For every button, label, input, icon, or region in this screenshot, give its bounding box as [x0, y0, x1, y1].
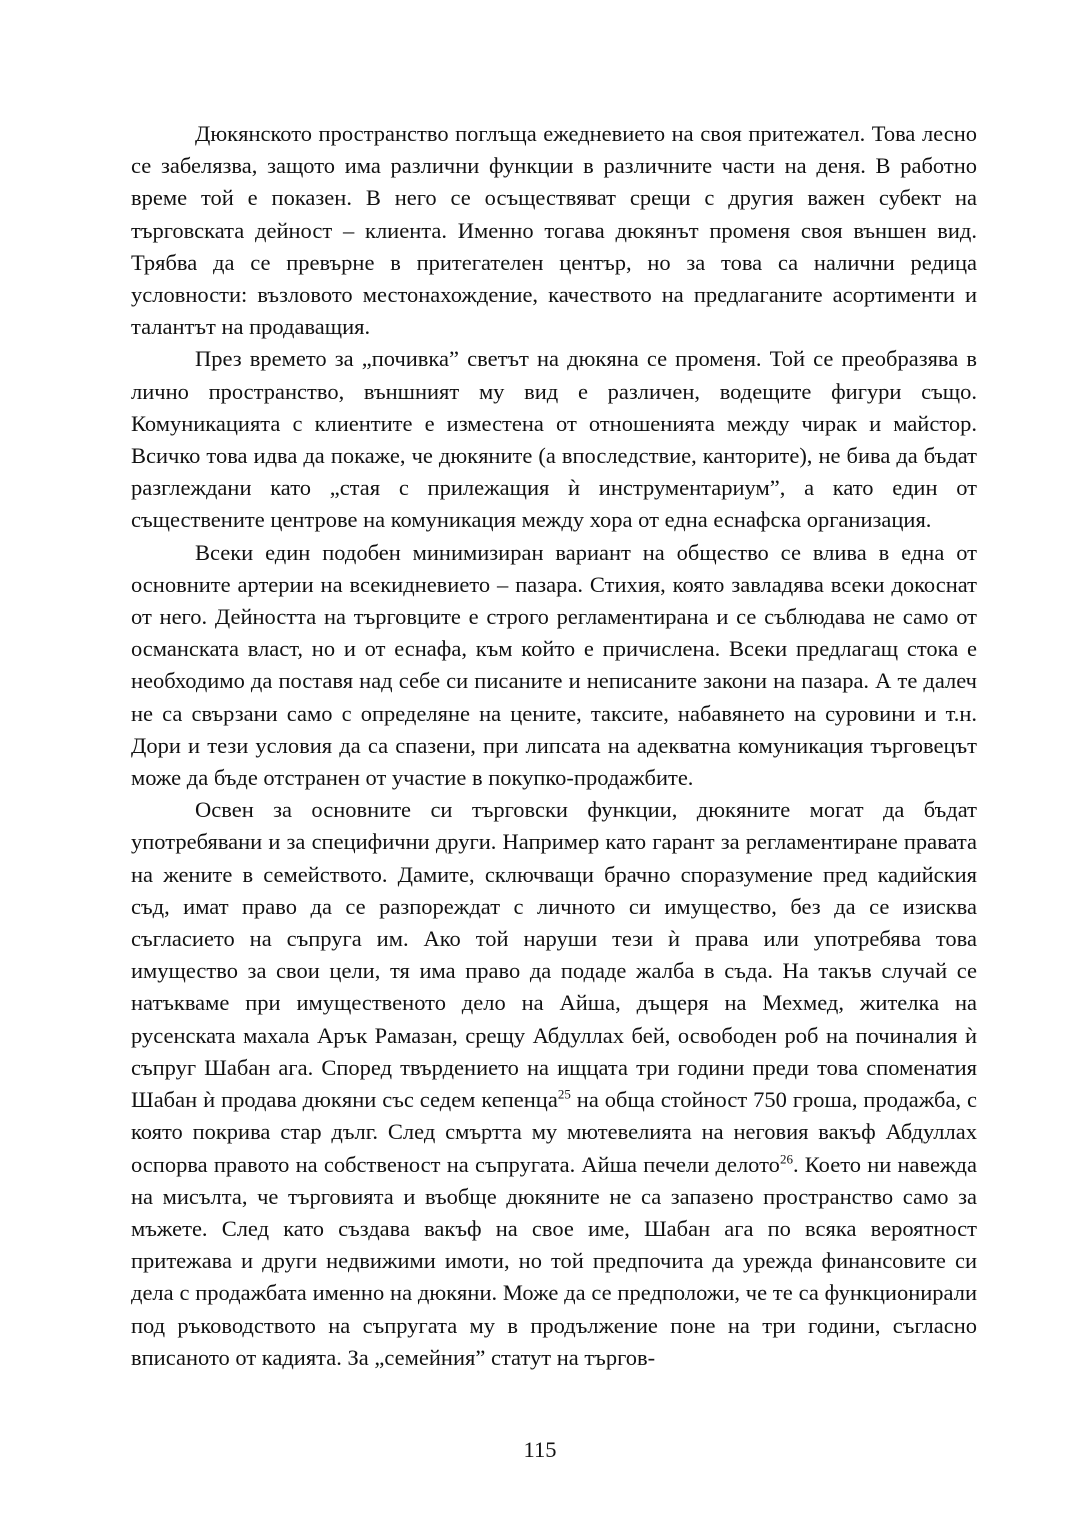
paragraph-2	[131, 343, 977, 536]
footnote-ref-25[interactable]: 25	[557, 1086, 571, 1102]
paragraph-1-text: Дюкянското пространство поглъща ежедневието на своя притежател. Това лесно се забелязва, защото има различни функции в различните части на деня. В работно време той е показен. В него се осъществяват срещи с другия важен субект на търговската дейност – клиента. Именно тогава дюкянът променя своя външен вид. Трябва да се превърне в притегателен център, но за това са налични редица условности: възловото местонахождение, качеството на предлаганите асортименти и талантът на продаващия.	[131, 121, 977, 340]
paragraph-4-text-b: на обща стойност 750 гроша, продажба, с която покрива стар дълг. След смъртта му мютевелията на неговия вакъф Абдуллах оспорва правото на собственост на съпругата. Айша печели делото	[131, 1087, 978, 1177]
paragraph-2-text: През времето за „почивка” светът на дюкяна се променя. Той се преобразява в лично пространство, външният му вид е различен, водещите фигури също. Комуникацията с клиентите е изместена от отношенията между чирак и майстор. Всичко това идва да покаже, че дюкяните (а впоследствие, канторите), не бива да бъдат разглеждани като „стая с прилежащия ѝ инструментариум”, а като един от съществените центрове на комуникация между хора от една еснафска организация.	[131, 346, 977, 533]
footnote-ref-26[interactable]: 26	[779, 1151, 793, 1166]
paragraph-1	[131, 118, 977, 343]
paragraph-4	[131, 794, 977, 1374]
paragraph-3-text: Всеки един подобен минимизиран вариант на общество се влива в една от основните артерии на всекидневието – пазара. Стихия, която завладява всеки докоснат от него. Дейността на търговците е строго регламентирана и се съблюдава не само от османската власт, но и от еснафа, към който е причислена. Всеки предлагащ стока е необходимо да поставя над себе си писаните и неписаните закони на пазара. А те далеч не са свързани само с определяне на цените, таксите, набавянето на суровини и т.н. Дори и тези условия да са спазени, при липсата на адекватна комуникация търговецът може да бъде отстранен от участие в покупко-продажбите.	[131, 539, 977, 791]
paragraph-4-text-a: Освен за основните си търговски функции, дюкяните могат да бъдат употребявани и за специфични други. Например като гарант за регламентиране правата на жените в семейството. Дамите, сключващи брачно споразумение пред кадийския съд, имат право да се разпореждат с личното си имущество, без да се изисква съгласието на съпруга им. Ако той наруши тези ѝ права или употребява това имущество за свои цели, тя има право да подаде жалба в съда. На такъв случай се натъкваме при имущественото дело на Айша, дъщеря на Мехмед, жителка на русенската махала Арък Рамазан, срещу Абдуллах бей, освободен роб на починалия ѝ съпруг Шабан ага. Според твърдението на ищцата три години преди това споменатия Шабан ѝ продава дюкяни със седем кепенца	[131, 797, 977, 1113]
paragraph-4-text-c: . Което ни навежда на мисълта, че търговията и въобще дюкяните не са запазено пространство само за мъжете. След като създава вакъф на свое име, Шабан ага по всяка вероятност притежава и други недвижими имоти, но той предпочита да урежда финансовите си дела с продажбата именно на дюкяни. Може да се предположи, че те са функционирали под ръководството на съпругата му в продължение поне на три години, съгласно вписаното от кадията. За „семейния” статут на търгов-	[131, 1151, 977, 1370]
paragraph-3	[131, 537, 977, 795]
body-text	[131, 118, 977, 1374]
page-number: 115	[523, 1437, 557, 1462]
